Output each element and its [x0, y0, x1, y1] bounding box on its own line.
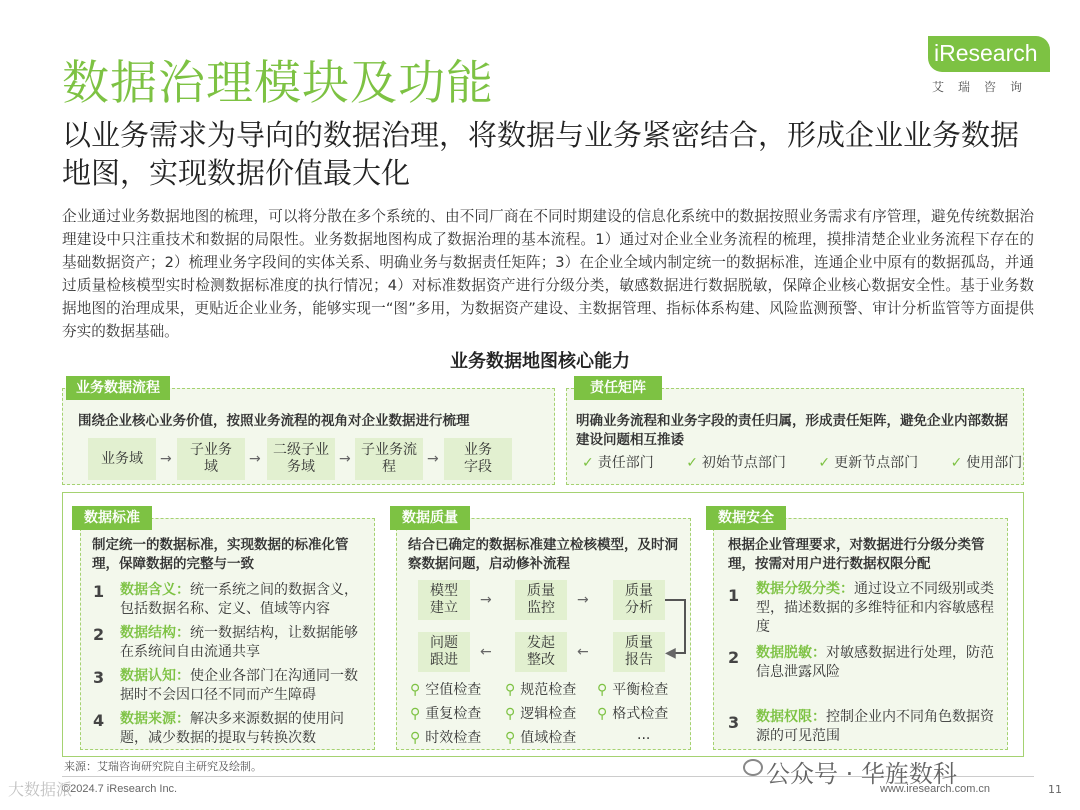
check-icon: ✓ [818, 455, 831, 471]
business-flow-tag: 业务数据流程 [66, 376, 170, 400]
wechat-icon [743, 759, 763, 776]
flow-step: 业务域 [88, 438, 156, 480]
arrow-right-icon: → [249, 451, 261, 467]
check-item: ✓ 使用部门 [950, 455, 1023, 471]
watermark: 公众号 · 华旌数科 [766, 760, 957, 788]
logo-subtitle: 艾瑞咨询 [932, 80, 1037, 94]
check-item: ✓ 更新节点部门 [818, 455, 919, 471]
diagram-title: 业务数据地图核心能力 [450, 351, 630, 372]
security-desc: 根据企业管理要求，对数据进行分级分类管理，按需对用户进行数据权限分配 [728, 537, 985, 572]
watermark-left: 大数据派 [8, 780, 73, 799]
quality-tag: 数据质量 [390, 506, 470, 530]
business-flow-desc: 围绕企业核心业务价值，按照业务流程的视角对企业数据进行梳理 [78, 413, 470, 429]
connector-line [684, 599, 686, 653]
check-item: ✓ 初始节点部门 [686, 455, 786, 471]
quality-step: 质量监控 [515, 580, 567, 620]
search-icon: ⚲ [410, 706, 421, 722]
item-number: 3 [728, 713, 740, 732]
arrow-left-icon: ← [480, 644, 492, 660]
quality-step: 问题跟进 [418, 632, 470, 672]
search-icon: ⚲ [410, 730, 421, 746]
item-number: 2 [93, 625, 105, 644]
standard-tag: 数据标准 [72, 506, 152, 530]
quality-step: 模型建立 [418, 580, 470, 620]
website-link[interactable]: www.iresearch.com.cn [880, 783, 991, 795]
security-item: 数据脱敏：对敏感数据进行处理，防范信息泄露风险 [756, 645, 994, 680]
quality-check: ⚲ 空值检查 [410, 682, 482, 698]
security-item: 数据分级分类：通过设立不同级别或类型，描述数据的多维特征和内容敏感程度 [756, 581, 994, 635]
connector-line [665, 599, 685, 601]
item-number: 4 [93, 711, 105, 730]
flow-step: 子业务域 [177, 438, 245, 480]
check-icon: ✓ [582, 455, 594, 471]
quality-check: ⚲ 逻辑检查 [505, 706, 577, 722]
body-paragraph: 企业通过业务数据地图的梳理，可以将分散在多个系统的、由不同厂商在不同时期建设的信息化系统中的数据按照业务需求有序管理，避免传统数据治理建设中只注重技术和数据的局限性。业务数据地图构成了数据治理的基本流程。1）通过对企业全业务流程的梳理，摸排清楚企业业务流程下存在的基础数据资产；2）梳理业务字段间的实体关系、明确业务与数据责任矩阵；3）在企业全域内制定统一的数据标准，连通企业中原有的数据孤岛，并通过质量检核模型实时检测数据标准度的执行情况；4）对标准数据资产进行分级分类，敏感数据进行数据脱敏，保障企业核心数据安全性。基于业务数据地图的治理成果，更贴近企业业务，能够实现一“图”多用，为数据资产建设、主数据管理、指标体系构建、风险监测预警、审计分析监管等方面提供夯实的数据基础。 [62, 208, 1034, 340]
arrow-right-icon: → [427, 451, 439, 467]
check-icon: ✓ [950, 455, 963, 471]
logo-brand: iResearch [934, 40, 1038, 66]
item-number: 1 [93, 582, 105, 601]
item-number: 1 [728, 586, 740, 605]
quality-step: 发起整改 [515, 632, 567, 672]
page-subtitle: 以业务需求为导向的数据治理，将数据与业务紧密结合，形成企业业务数据地图，实现数据价值最大化 [62, 118, 1020, 190]
quality-step: 质量报告 [613, 632, 665, 672]
quality-check: ⚲ 平衡检查 [597, 682, 669, 698]
responsibility-tag: 责任矩阵 [574, 376, 662, 400]
search-icon: ⚲ [597, 682, 608, 698]
page-title: 数据治理模块及功能 [62, 56, 494, 111]
search-icon: ⚲ [505, 730, 516, 746]
arrow-left-icon: ◀ [665, 645, 676, 661]
quality-check: ⚲ 值域检查 [505, 730, 577, 746]
responsibility-desc: 明确业务流程和业务字段的责任归属，形成责任矩阵，避免企业内部数据建设问题相互推诿 [576, 413, 1008, 448]
item-number: 2 [728, 648, 740, 667]
search-icon: ⚲ [597, 706, 608, 722]
quality-check: ⚲ 格式检查 [597, 706, 669, 722]
security-item: 数据权限：控制企业内不同角色数据资源的可见范围 [756, 709, 994, 744]
search-icon: ⚲ [505, 706, 516, 722]
flow-step: 业务字段 [444, 438, 512, 480]
arrow-left-icon: ← [577, 644, 589, 660]
quality-check-more: ... [637, 727, 651, 743]
arrow-right-icon: → [339, 451, 351, 467]
arrow-right-icon: → [577, 592, 589, 608]
arrow-right-icon: → [160, 451, 172, 467]
item-number: 3 [93, 668, 105, 687]
source-note: 来源：艾瑞咨询研究院自主研究及绘制。 [64, 760, 262, 773]
page-number: 11 [1048, 783, 1062, 796]
iresearch-logo [928, 36, 1050, 98]
flow-step: 二级子业务域 [267, 438, 335, 480]
arrow-right-icon: → [480, 592, 492, 608]
security-tag: 数据安全 [706, 506, 786, 530]
copyright: ©2024.7 iResearch Inc. [62, 783, 178, 795]
search-icon: ⚲ [505, 682, 516, 698]
standard-item: 数据含义：统一系统之间的数据含义，包括数据名称、定义、值域等内容 [120, 582, 358, 617]
quality-desc: 结合已确定的数据标准建立检核模型，及时洞察数据问题，启动修补流程 [408, 537, 678, 572]
search-icon: ⚲ [410, 682, 421, 698]
standard-item: 数据结构：统一数据结构，让数据能够在系统间自由流通共享 [120, 625, 358, 660]
check-item: ✓ 责任部门 [582, 455, 654, 471]
quality-step: 质量分析 [613, 580, 665, 620]
check-icon: ✓ [686, 455, 698, 471]
quality-check: ⚲ 时效检查 [410, 730, 482, 746]
standard-item: 数据来源：解决多来源数据的使用问题，减少数据的提取与转换次数 [120, 711, 344, 746]
standard-desc: 制定统一的数据标准，实现数据的标准化管理，保障数据的完整与一致 [92, 537, 349, 572]
quality-check: ⚲ 重复检查 [410, 706, 482, 722]
flow-step: 子业务流程 [355, 438, 423, 480]
responsibility-list [582, 452, 1050, 472]
quality-check: ⚲ 规范检查 [505, 682, 577, 698]
standard-item: 数据认知：使企业各部门在沟通同一数据时不会因口径不同而产生障碍 [120, 668, 358, 703]
